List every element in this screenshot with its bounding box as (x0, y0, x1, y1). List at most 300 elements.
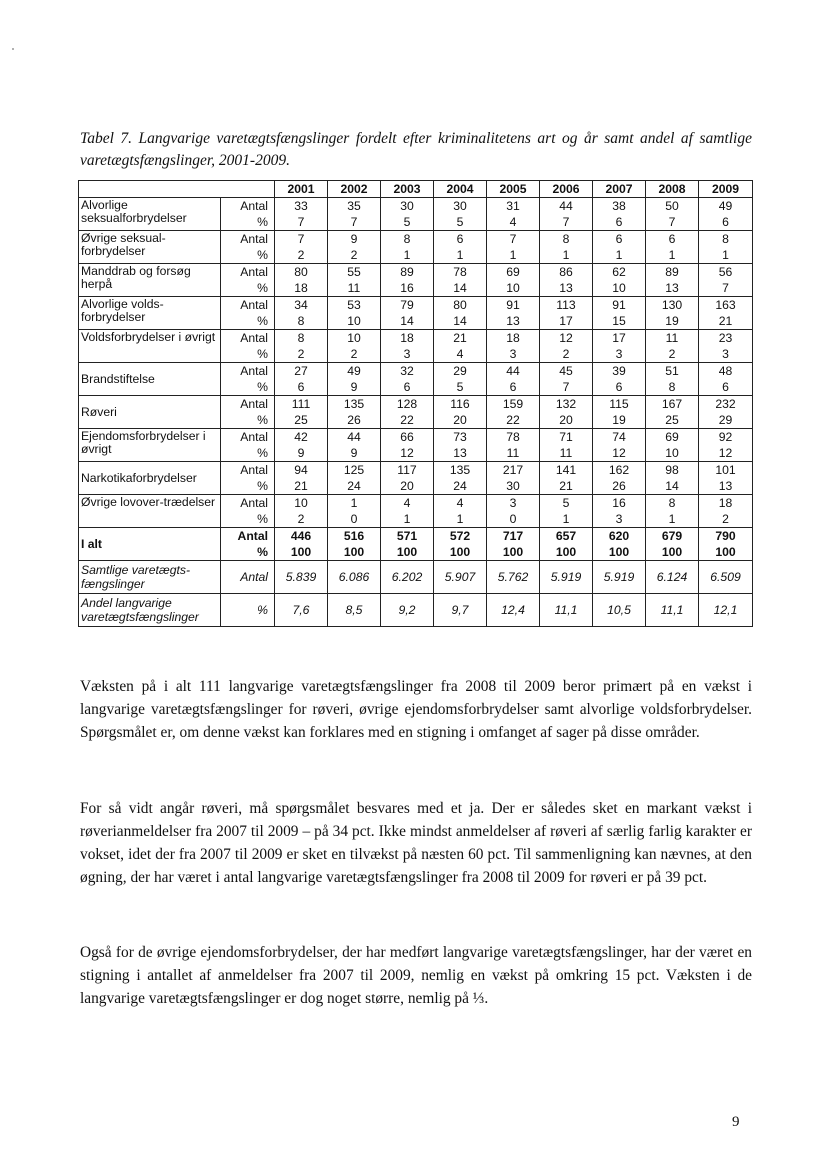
value-cell (328, 495, 381, 528)
value-cell (593, 561, 646, 594)
count-value: 44 (347, 430, 361, 444)
percent-value: 4 (509, 215, 517, 229)
value-cell (699, 330, 753, 363)
percent-value: 1 (403, 248, 411, 262)
table-row (79, 363, 753, 396)
value-cell (328, 231, 381, 264)
value-cell (328, 297, 381, 330)
count-value: 9 (350, 232, 358, 246)
percent-value: 1 (403, 512, 411, 526)
percent-value: 1 (456, 512, 464, 526)
count-value: 56 (718, 265, 733, 279)
value-cell (275, 396, 328, 429)
percent-value: 13 (453, 446, 467, 460)
value-cell (275, 363, 328, 396)
count-value: 571 (396, 529, 418, 543)
percent-value: 26 (347, 413, 361, 427)
count-value: 12 (559, 331, 573, 345)
count-value: 125 (343, 463, 365, 477)
row-label-cell (79, 231, 221, 264)
count-value: 31 (506, 199, 520, 213)
value-cell (434, 297, 487, 330)
value-cell (699, 528, 753, 561)
value-cell (540, 330, 593, 363)
value-cell (699, 396, 753, 429)
value-cell (646, 462, 699, 495)
table-row (79, 528, 753, 561)
count-value: 44 (559, 199, 573, 213)
count-value: 135 (449, 463, 471, 477)
unit-cell (221, 495, 275, 528)
count-value: 23 (718, 331, 733, 345)
count-value: 78 (453, 265, 467, 279)
row-label: Andel langvarige varetægtsfængslinger (81, 596, 199, 624)
row-label-cell (79, 528, 221, 561)
value-cell (699, 297, 753, 330)
unit-label: % (257, 347, 268, 361)
unit-label: % (257, 603, 268, 617)
table-row (79, 264, 753, 297)
count-value: 101 (715, 463, 736, 477)
value-cell (540, 462, 593, 495)
percent-value: 2 (350, 248, 358, 262)
percent-value: 6 (509, 380, 517, 394)
count-value: 8 (722, 232, 729, 246)
value-cell (275, 528, 328, 561)
value-cell (646, 231, 699, 264)
percent-value: 100 (343, 545, 365, 559)
count-value: 159 (502, 397, 524, 411)
row-label-cell (79, 264, 221, 297)
unit-label: % (257, 545, 268, 559)
total-value: 6.086 (338, 570, 370, 584)
page-number: 9 (732, 1114, 740, 1130)
percent-value: 3 (722, 347, 729, 361)
percent-value: 19 (612, 413, 626, 427)
count-value: 10 (347, 331, 361, 345)
percent-value: 13 (665, 281, 679, 295)
value-cell (275, 231, 328, 264)
value-cell (328, 462, 381, 495)
value-cell (540, 198, 593, 231)
count-value: 162 (608, 463, 630, 477)
percent-value: 7 (722, 281, 729, 295)
value-cell (646, 429, 699, 462)
percent-value: 17 (559, 314, 573, 328)
unit-label: Antal (240, 265, 268, 279)
percent-value: 21 (559, 479, 573, 493)
value-cell (646, 330, 699, 363)
value-cell (275, 594, 328, 627)
unit-cell (221, 462, 275, 495)
count-value: 29 (453, 364, 467, 378)
value-cell (275, 561, 328, 594)
header-row (79, 181, 753, 198)
count-value: 30 (400, 199, 414, 213)
percent-value: 2 (668, 347, 676, 361)
unit-label: Antal (237, 529, 268, 543)
row-label-cell (79, 561, 221, 594)
total-value: 6.509 (710, 570, 741, 584)
value-cell (275, 297, 328, 330)
paragraph-3: Også for de øvrige ejendomsforbrydelser, der har medført langvarige varetægtsfængslinger, har der været en stigning i antallet af anmeldelser fra 2007 til 2009, nemlig en vækst på omkring 15 pct. Væksten i de langvarige varetægtsfængslinger er dog noget større, nemlig på ⅓. (80, 944, 752, 1007)
value-cell (381, 495, 434, 528)
total-row (79, 561, 753, 594)
percent-value: 10 (347, 314, 361, 328)
count-value: 4 (456, 496, 464, 510)
percent-value: 19 (665, 314, 679, 328)
value-cell (434, 396, 487, 429)
count-value: 11 (665, 331, 679, 345)
percent-value: 25 (294, 413, 308, 427)
value-cell (487, 462, 540, 495)
row-label: Voldsforbrydelser i øvrigt (81, 330, 216, 344)
value-cell (328, 594, 381, 627)
unit-label: Antal (240, 364, 268, 378)
count-value: 10 (294, 496, 308, 510)
unit-label: Antal (240, 298, 268, 312)
count-value: 32 (400, 364, 414, 378)
percent-value: 1 (722, 248, 729, 262)
value-cell (540, 594, 593, 627)
value-cell (434, 462, 487, 495)
percent-value: 20 (453, 413, 467, 427)
percent-value: 13 (559, 281, 573, 295)
count-value: 8 (403, 232, 411, 246)
value-cell (593, 330, 646, 363)
count-value: 7 (297, 232, 305, 246)
unit-cell (221, 429, 275, 462)
value-cell (646, 528, 699, 561)
value-cell (328, 198, 381, 231)
row-label-cell (79, 396, 221, 429)
count-value: 790 (715, 529, 736, 543)
unit-cell (221, 297, 275, 330)
row-label: Samtlige varetægts-fængslinger (81, 563, 191, 591)
value-cell (646, 264, 699, 297)
percent-value: 2 (297, 347, 305, 361)
unit-cell (221, 264, 275, 297)
percent-value: 10 (506, 281, 520, 295)
share-value: 9,2 (398, 603, 416, 617)
percent-value: 7 (350, 215, 358, 229)
value-cell (487, 297, 540, 330)
count-value: 18 (506, 331, 520, 345)
row-label-cell (79, 495, 221, 528)
value-cell (646, 495, 699, 528)
count-value: 8 (668, 496, 676, 510)
value-cell (699, 594, 753, 627)
total-value: 6.202 (391, 570, 423, 584)
count-value: 111 (291, 397, 311, 411)
value-cell (593, 231, 646, 264)
table-row (79, 231, 753, 264)
count-value: 16 (612, 496, 626, 510)
value-cell (328, 561, 381, 594)
count-value: 80 (453, 298, 467, 312)
value-cell (275, 198, 328, 231)
unit-label: % (257, 281, 268, 295)
row-label: Alvorlige volds-forbrydelser (81, 297, 164, 324)
row-label-cell (79, 594, 221, 627)
percent-value: 24 (453, 479, 467, 493)
count-value: 3 (509, 496, 517, 510)
share-row (79, 594, 753, 627)
percent-value: 13 (718, 479, 733, 493)
value-cell (434, 198, 487, 231)
year-header: 2008 (646, 181, 699, 198)
share-value: 10,5 (607, 603, 631, 617)
row-label: Ejendomsforbrydelser i øvrigt (81, 429, 206, 456)
count-value: 657 (555, 529, 577, 543)
year-header: 2003 (381, 181, 434, 198)
count-value: 42 (294, 430, 308, 444)
table-row (79, 198, 753, 231)
year-header: 2002 (328, 181, 381, 198)
value-cell (381, 330, 434, 363)
share-value: 11,1 (554, 603, 578, 617)
percent-value: 5 (403, 215, 411, 229)
row-label: I alt (81, 537, 102, 551)
value-cell (434, 330, 487, 363)
percent-value: 100 (502, 545, 524, 559)
value-cell (381, 297, 434, 330)
value-cell (487, 429, 540, 462)
percent-value: 0 (350, 512, 358, 526)
total-value: 5.919 (550, 570, 582, 584)
percent-value: 4 (456, 347, 464, 361)
percent-value: 2 (297, 512, 305, 526)
row-label-cell (79, 198, 221, 231)
percent-value: 10 (612, 281, 626, 295)
value-cell (328, 363, 381, 396)
count-value: 21 (453, 331, 467, 345)
table-row (79, 462, 753, 495)
unit-label: % (257, 479, 268, 493)
row-label: Narkotikaforbrydelser (81, 471, 197, 485)
unit-cell (221, 198, 275, 231)
count-value: 6 (615, 232, 623, 246)
percent-value: 6 (722, 215, 729, 229)
count-value: 130 (661, 298, 683, 312)
count-value: 135 (343, 397, 365, 411)
value-cell (699, 231, 753, 264)
total-value: 5.907 (444, 570, 476, 584)
unit-label: % (257, 215, 268, 229)
row-label: Brandstiftelse (81, 372, 155, 386)
paragraph-2: For så vidt angår røveri, må spørgsmålet besvares med et ja. Der er således sket en markant vækst i røverianmeldelser fra 2007 til 2009 – på 34 pct. Ikke mindst anmeldelser af røveri af særlig farlig karakter er vokset, idet der fra 2007 til 2009 er sket en tilvækst på næsten 60 pct. Til sammenligning kan nævnes, at den øgning, der har været i antal langvarige varetægtsfængslinger fra 2008 til 2009 for røveri er på 39 pct. (80, 800, 752, 886)
percent-value: 22 (506, 413, 520, 427)
count-value: 8 (562, 232, 570, 246)
value-cell (328, 396, 381, 429)
percent-value: 13 (506, 314, 520, 328)
unit-label: % (257, 446, 268, 460)
percent-value: 10 (665, 446, 679, 460)
value-cell (540, 528, 593, 561)
percent-value: 7 (297, 215, 305, 229)
count-value: 30 (453, 199, 467, 213)
percent-value: 3 (615, 347, 623, 361)
value-cell (381, 528, 434, 561)
count-value: 69 (506, 265, 520, 279)
percent-value: 24 (347, 479, 361, 493)
unit-label: Antal (240, 232, 268, 246)
unit-label: Antal (240, 397, 268, 411)
count-value: 48 (718, 364, 733, 378)
value-cell (487, 396, 540, 429)
value-cell (699, 198, 753, 231)
percent-value: 3 (403, 347, 411, 361)
row-label: Øvrige lovover-trædelser (81, 495, 216, 509)
percent-value: 100 (449, 545, 471, 559)
value-cell (540, 231, 593, 264)
percent-value: 14 (400, 314, 414, 328)
row-label-cell (79, 297, 221, 330)
percent-value: 6 (722, 380, 729, 394)
count-value: 50 (665, 199, 679, 213)
unit-label: Antal (240, 430, 268, 444)
count-value: 17 (612, 331, 626, 345)
value-cell (646, 396, 699, 429)
percent-value: 6 (403, 380, 411, 394)
value-cell (646, 561, 699, 594)
unit-label: % (257, 512, 268, 526)
total-value: 5.919 (603, 570, 635, 584)
value-cell (381, 198, 434, 231)
count-value: 49 (347, 364, 361, 378)
count-value: 4 (403, 496, 411, 510)
percent-value: 15 (612, 314, 626, 328)
count-value: 34 (294, 298, 308, 312)
row-label: Manddrab og forsøg herpå (81, 264, 191, 291)
count-value: 516 (343, 529, 365, 543)
value-cell (699, 561, 753, 594)
share-value: 9,7 (451, 603, 469, 617)
count-value: 62 (612, 265, 626, 279)
value-cell (381, 363, 434, 396)
percent-value: 12 (400, 446, 414, 460)
count-value: 98 (665, 463, 679, 477)
unit-label: Antal (240, 331, 268, 345)
data-table (78, 180, 753, 627)
count-value: 39 (612, 364, 626, 378)
unit-label: % (257, 314, 268, 328)
percent-value: 2 (722, 512, 729, 526)
count-value: 49 (718, 199, 733, 213)
value-cell (434, 363, 487, 396)
value-cell (381, 561, 434, 594)
count-value: 7 (509, 232, 517, 246)
count-value: 71 (559, 430, 573, 444)
count-value: 73 (453, 430, 467, 444)
value-cell (381, 231, 434, 264)
count-value: 117 (397, 463, 417, 477)
year-header: 2007 (593, 181, 646, 198)
count-value: 94 (294, 463, 308, 477)
value-cell (540, 561, 593, 594)
value-cell (593, 363, 646, 396)
percent-value: 2 (350, 347, 358, 361)
percent-value: 100 (396, 545, 418, 559)
percent-value: 100 (715, 545, 736, 559)
value-cell (593, 297, 646, 330)
paragraph-1: Væksten på i alt 111 langvarige varetægtsfængslinger fra 2008 til 2009 beror primært på en vækst i langvarige varetægtsfængslinger for røveri, øvrige ejendomsforbrydelser samt alvorlige voldsforbrydelser. Spørgsmålet er, om denne vækst kan forklares med en stigning i omfanget af sager på disse områder. (80, 678, 752, 741)
count-value: 66 (400, 430, 414, 444)
count-value: 38 (612, 199, 626, 213)
unit-label: % (257, 413, 268, 427)
percent-value: 100 (290, 545, 312, 559)
count-value: 45 (559, 364, 573, 378)
percent-value: 21 (294, 479, 308, 493)
unit-label: Antal (240, 463, 268, 477)
percent-value: 1 (615, 248, 623, 262)
year-header: 2004 (434, 181, 487, 198)
percent-value: 16 (400, 281, 414, 295)
percent-value: 100 (608, 545, 630, 559)
count-value: 115 (609, 397, 629, 411)
unit-cell (221, 561, 275, 594)
count-value: 89 (400, 265, 414, 279)
percent-value: 29 (718, 413, 733, 427)
count-value: 128 (396, 397, 418, 411)
row-label-cell (79, 462, 221, 495)
value-cell (540, 297, 593, 330)
value-cell (381, 594, 434, 627)
value-cell (540, 363, 593, 396)
value-cell (593, 198, 646, 231)
value-cell (593, 528, 646, 561)
value-cell (540, 264, 593, 297)
count-value: 80 (294, 265, 308, 279)
value-cell (540, 396, 593, 429)
count-value: 679 (661, 529, 683, 543)
percent-value: 21 (718, 314, 733, 328)
value-cell (593, 462, 646, 495)
percent-value: 1 (668, 512, 676, 526)
value-cell (540, 495, 593, 528)
count-value: 232 (715, 397, 736, 411)
table-caption: Tabel 7. Langvarige varetægtsfængslinger fordelt efter kriminalitetens art og år samt andel af samtlige varetægtsfængslinger, 2001-2009. (80, 130, 752, 169)
count-value: 69 (665, 430, 679, 444)
value-cell (699, 363, 753, 396)
value-cell (434, 495, 487, 528)
percent-value: 12 (718, 446, 733, 460)
percent-value: 14 (453, 281, 467, 295)
percent-value: 11 (559, 446, 573, 460)
percent-value: 7 (562, 380, 570, 394)
percent-value: 6 (615, 215, 623, 229)
value-cell (381, 264, 434, 297)
unit-label: % (257, 248, 268, 262)
percent-value: 11 (347, 281, 361, 295)
percent-value: 1 (668, 248, 676, 262)
unit-label: Antal (240, 570, 268, 584)
value-cell (593, 429, 646, 462)
scan-speck (12, 48, 14, 50)
count-value: 1 (350, 496, 358, 510)
value-cell (487, 231, 540, 264)
share-value: 8,5 (345, 603, 363, 617)
share-value: 12,1 (713, 603, 738, 617)
count-value: 79 (400, 298, 414, 312)
year-header: 2005 (487, 181, 540, 198)
value-cell (646, 297, 699, 330)
value-cell (646, 363, 699, 396)
count-value: 116 (450, 397, 470, 411)
year-header: 2001 (275, 181, 328, 198)
count-value: 92 (718, 430, 733, 444)
value-cell (434, 231, 487, 264)
